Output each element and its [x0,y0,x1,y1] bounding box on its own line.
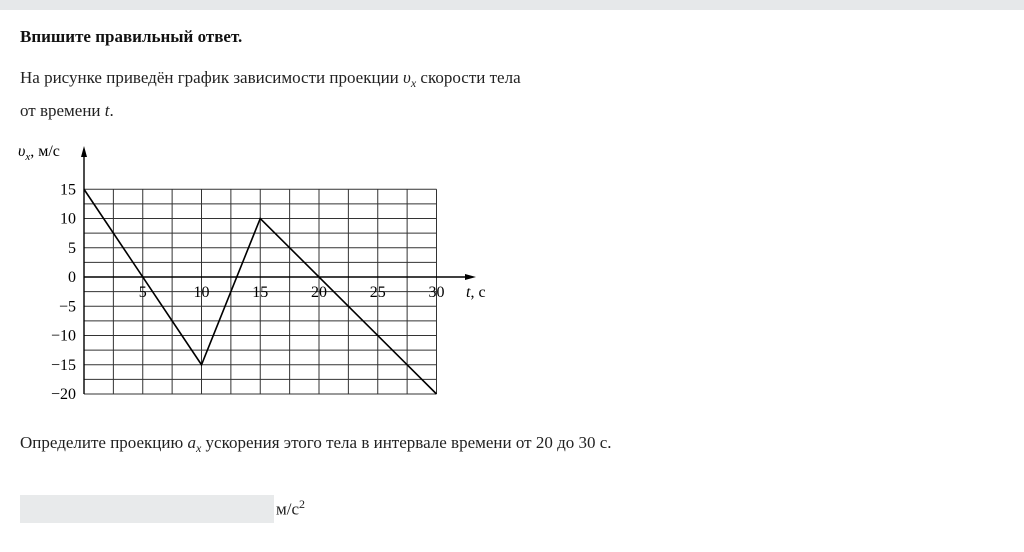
task-text-part: Определите проекцию [20,433,188,452]
task-text-part: ускорения этого тела в интервале времени от 20 до 30 с. [201,433,612,452]
x-tick-label: 25 [369,284,386,301]
accel-symbol: a [187,433,196,452]
accel-subscript: x [195,441,202,455]
x-axis-arrow [465,274,476,280]
top-bar [0,0,1024,10]
unit-exponent: 2 [299,497,306,511]
y-tick-label: 5 [68,239,76,257]
velocity-symbol: υ [403,68,411,87]
time-symbol: t [104,101,110,120]
velocity-time-chart [14,136,504,411]
unit-base: м/с [276,499,300,519]
x-tick-label: 10 [193,284,210,301]
y-tick-label: −5 [58,298,76,316]
y-tick-label: −15 [50,356,76,374]
y-axis-label: $\upsilon_x$, м/с [18,143,60,163]
chart-svg [14,136,504,411]
question-text-part: . [109,101,114,120]
y-tick-label: −20 [50,386,76,403]
question-text-part: На рисунке приведён график зависимости проекции [20,68,404,87]
question-text-part: скорости тела [416,68,521,87]
question-text-part: от времени [20,101,105,120]
chart-labels [18,143,486,403]
x-axis-label: t, с [466,284,486,301]
x-tick-label: 30 [428,284,445,301]
velocity-subscript: x [410,76,417,90]
question-text [20,64,620,125]
y-tick-label: 0 [68,269,76,286]
answer-input[interactable] [20,495,274,523]
chart-axes [81,146,476,394]
task-text [20,429,620,462]
x-tick-label: 20 [311,284,327,301]
instruction-text: Впишите правильный ответ. [20,27,243,46]
x-tick-label: 15 [252,284,269,301]
y-axis-arrow [81,146,87,157]
answer-unit [276,497,305,520]
x-tick-label: 5 [138,284,147,301]
y-tick-label: −10 [50,327,76,345]
y-tick-label: 15 [60,181,76,199]
y-tick-label: 10 [60,210,76,228]
